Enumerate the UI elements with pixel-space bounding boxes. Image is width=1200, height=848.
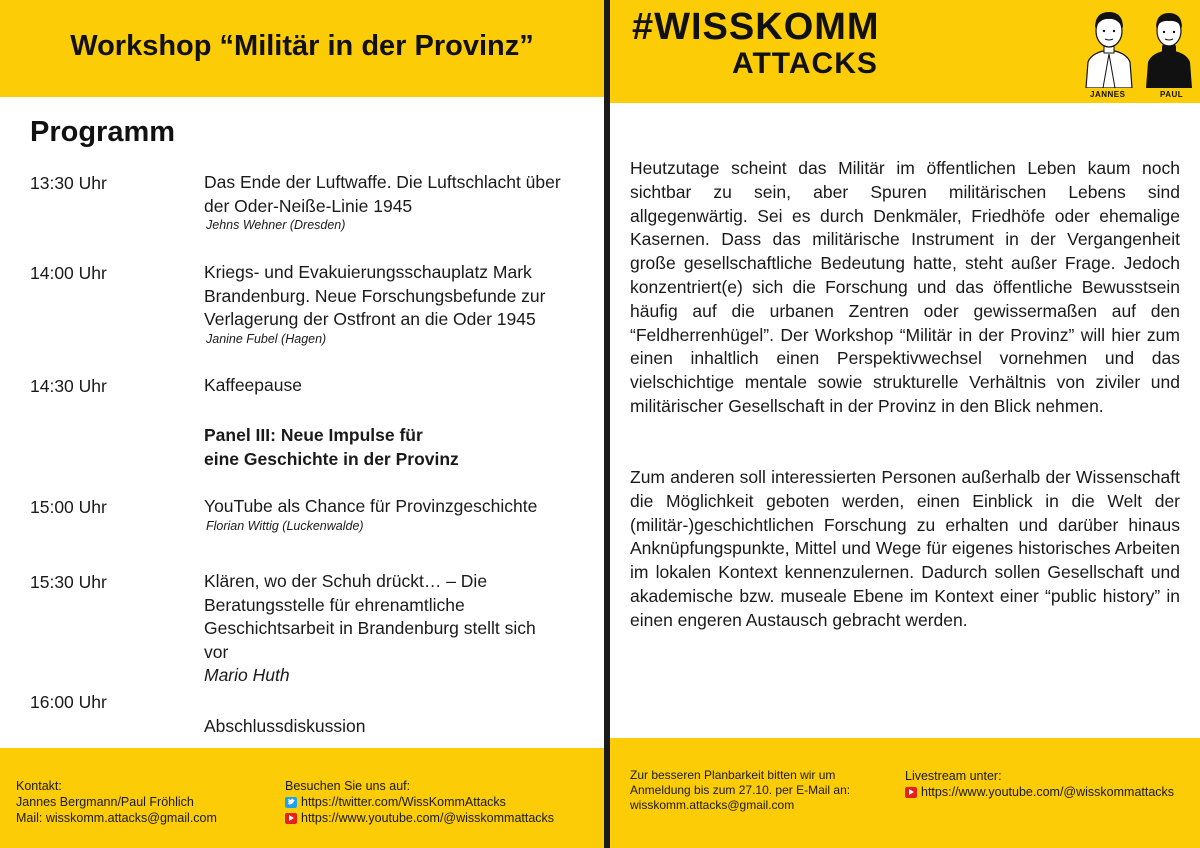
visit-label: Besuchen Sie uns auf: <box>285 779 411 793</box>
contact-block <box>16 778 217 826</box>
schedule-title: Abschlussdiskussion <box>204 716 366 736</box>
schedule-time: 15:30 Uhr <box>30 572 107 592</box>
schedule-time: 16:00 Uhr <box>30 692 107 712</box>
schedule-item <box>204 570 554 688</box>
schedule-item <box>204 374 589 398</box>
avatar-paul <box>1142 4 1196 88</box>
livestream-block <box>905 768 1174 800</box>
schedule-title: Kaffeepause <box>204 375 302 395</box>
registration-note: Zur besseren Planbarkeit bitten wir um Anmeldung bis zum 27.10. per E-Mail an: wisskomm.attacks@gmail.com <box>630 768 851 812</box>
workshop-title: Workshop “Militär in der Provinz” <box>70 30 534 62</box>
schedule-title: Das Ende der Luftwaffe. Die Luftschlacht über der Oder-Neiße-Linie 1945 <box>204 172 561 216</box>
schedule-title: YouTube als Chance für Provinzgeschichte <box>204 496 538 516</box>
schedule-speaker: Jehns Wehner (Dresden) <box>206 218 346 232</box>
youtube-icon <box>285 813 297 824</box>
second-paragraph: Zum anderen soll interessierten Personen außerhalb der Wissenschaft die Möglichkeit geboten werden, einen Einblick in die Welt der (militär-)geschichtlichen Forschung zu erhalten und darüber hinaus Anknüpfungspunkte, Mittel und Wege für eigenes historisches Arbeiten im lokalen Kontext kennenzulernen. Dadurch sollen Gesellschaft und akademische bzw. museale Ebene im Kontext einer “public history” in einen engeren Austausch gebracht werden. <box>630 467 1180 630</box>
contact-mail: Mail: wisskomm.attacks@gmail.com <box>16 811 217 825</box>
schedule-item <box>204 715 589 739</box>
livestream-link-row[interactable] <box>905 784 1174 800</box>
left-header <box>0 0 604 97</box>
avatar-name: JANNES <box>1090 90 1126 99</box>
youtube-icon <box>905 787 917 798</box>
avatar-name: PAUL <box>1160 90 1184 99</box>
right-page <box>610 0 1200 848</box>
schedule-item <box>204 171 589 233</box>
intro-paragraph: Heutzutage scheint das Militär im öffentlichen Leben kaum noch sichtbar zu sein, aber Spuren militärischen Lebens sind allgegenwärtig. Sei es durch Denkmäler, Friedhöfe oder ehemalige Kasernen. Dass das militärische Instrument in der Vergangenheit große gesellschaftliche Bedeutung hatte, steht außer Frage. Jedoch konzentriert(e) sich die Forschung und das öffentliche Bewusstsein häufig auf die urbanen Zentren oder gewissermaßen auf den “Feldherrenhügel”. Der Workshop “Militär in der Provinz” will hier zum einen inhaltlich einen Perspektivwechsel vornehmen und das vielschichtige mentale sowie strukturelle Verhältnis von ziviler und militärischer Gesellschaft in der Provinz in den Blick nehmen. <box>630 158 1180 416</box>
schedule-time: 15:00 Uhr <box>30 497 107 517</box>
contact-names: Jannes Bergmann/Paul Fröhlich <box>16 795 194 809</box>
livestream-link[interactable]: https://www.youtube.com/@wisskommattacks <box>921 785 1175 799</box>
schedule-item <box>204 261 589 347</box>
right-footer <box>610 738 1200 848</box>
brand-logo-line2: ATTACKS <box>732 47 878 80</box>
panel-heading-line: eine Geschichte in der Provinz <box>204 448 459 469</box>
twitter-icon <box>285 797 297 808</box>
brand-logo-line1: #WISSKOMM <box>632 6 880 48</box>
schedule-speaker: Janine Fubel (Hagen) <box>206 331 327 346</box>
left-footer <box>0 748 604 848</box>
youtube-link-row[interactable] <box>285 810 554 826</box>
schedule-time: 14:30 Uhr <box>30 376 107 396</box>
schedule-time: 13:30 Uhr <box>30 173 107 193</box>
schedule-speaker: Florian Wittig (Luckenwalde) <box>206 518 364 533</box>
program-heading: Programm <box>30 116 176 148</box>
livestream-label: Livestream unter: <box>905 769 1002 783</box>
social-block <box>285 778 554 826</box>
schedule-title: Kriegs- und Evakuierungsschauplatz Mark Brandenburg. Neue Forschungsbefunde zur Verlagerung der Ostfront an die Oder 1945 <box>204 262 546 329</box>
contact-label: Kontakt: <box>16 779 62 793</box>
schedule-time: 14:00 Uhr <box>30 263 107 283</box>
schedule-speaker: Mario Huth <box>204 665 290 685</box>
twitter-link[interactable]: https://twitter.com/WissKommAttacks <box>301 795 506 809</box>
right-header <box>610 0 1200 103</box>
schedule-title: Klären, wo der Schuh drückt… – Die Beratungsstelle für ehrenamtliche Geschichtsarbeit in Brandenburg stellt sich vor <box>204 571 536 662</box>
avatar-jannes <box>1082 4 1136 88</box>
schedule-item <box>204 495 589 534</box>
avatar-group <box>1080 4 1198 102</box>
panel-heading <box>204 424 589 471</box>
youtube-link[interactable]: https://www.youtube.com/@wisskommattacks <box>301 811 555 825</box>
panel-heading-line: Panel III: Neue Impulse für <box>204 425 423 445</box>
twitter-link-row[interactable] <box>285 794 554 810</box>
